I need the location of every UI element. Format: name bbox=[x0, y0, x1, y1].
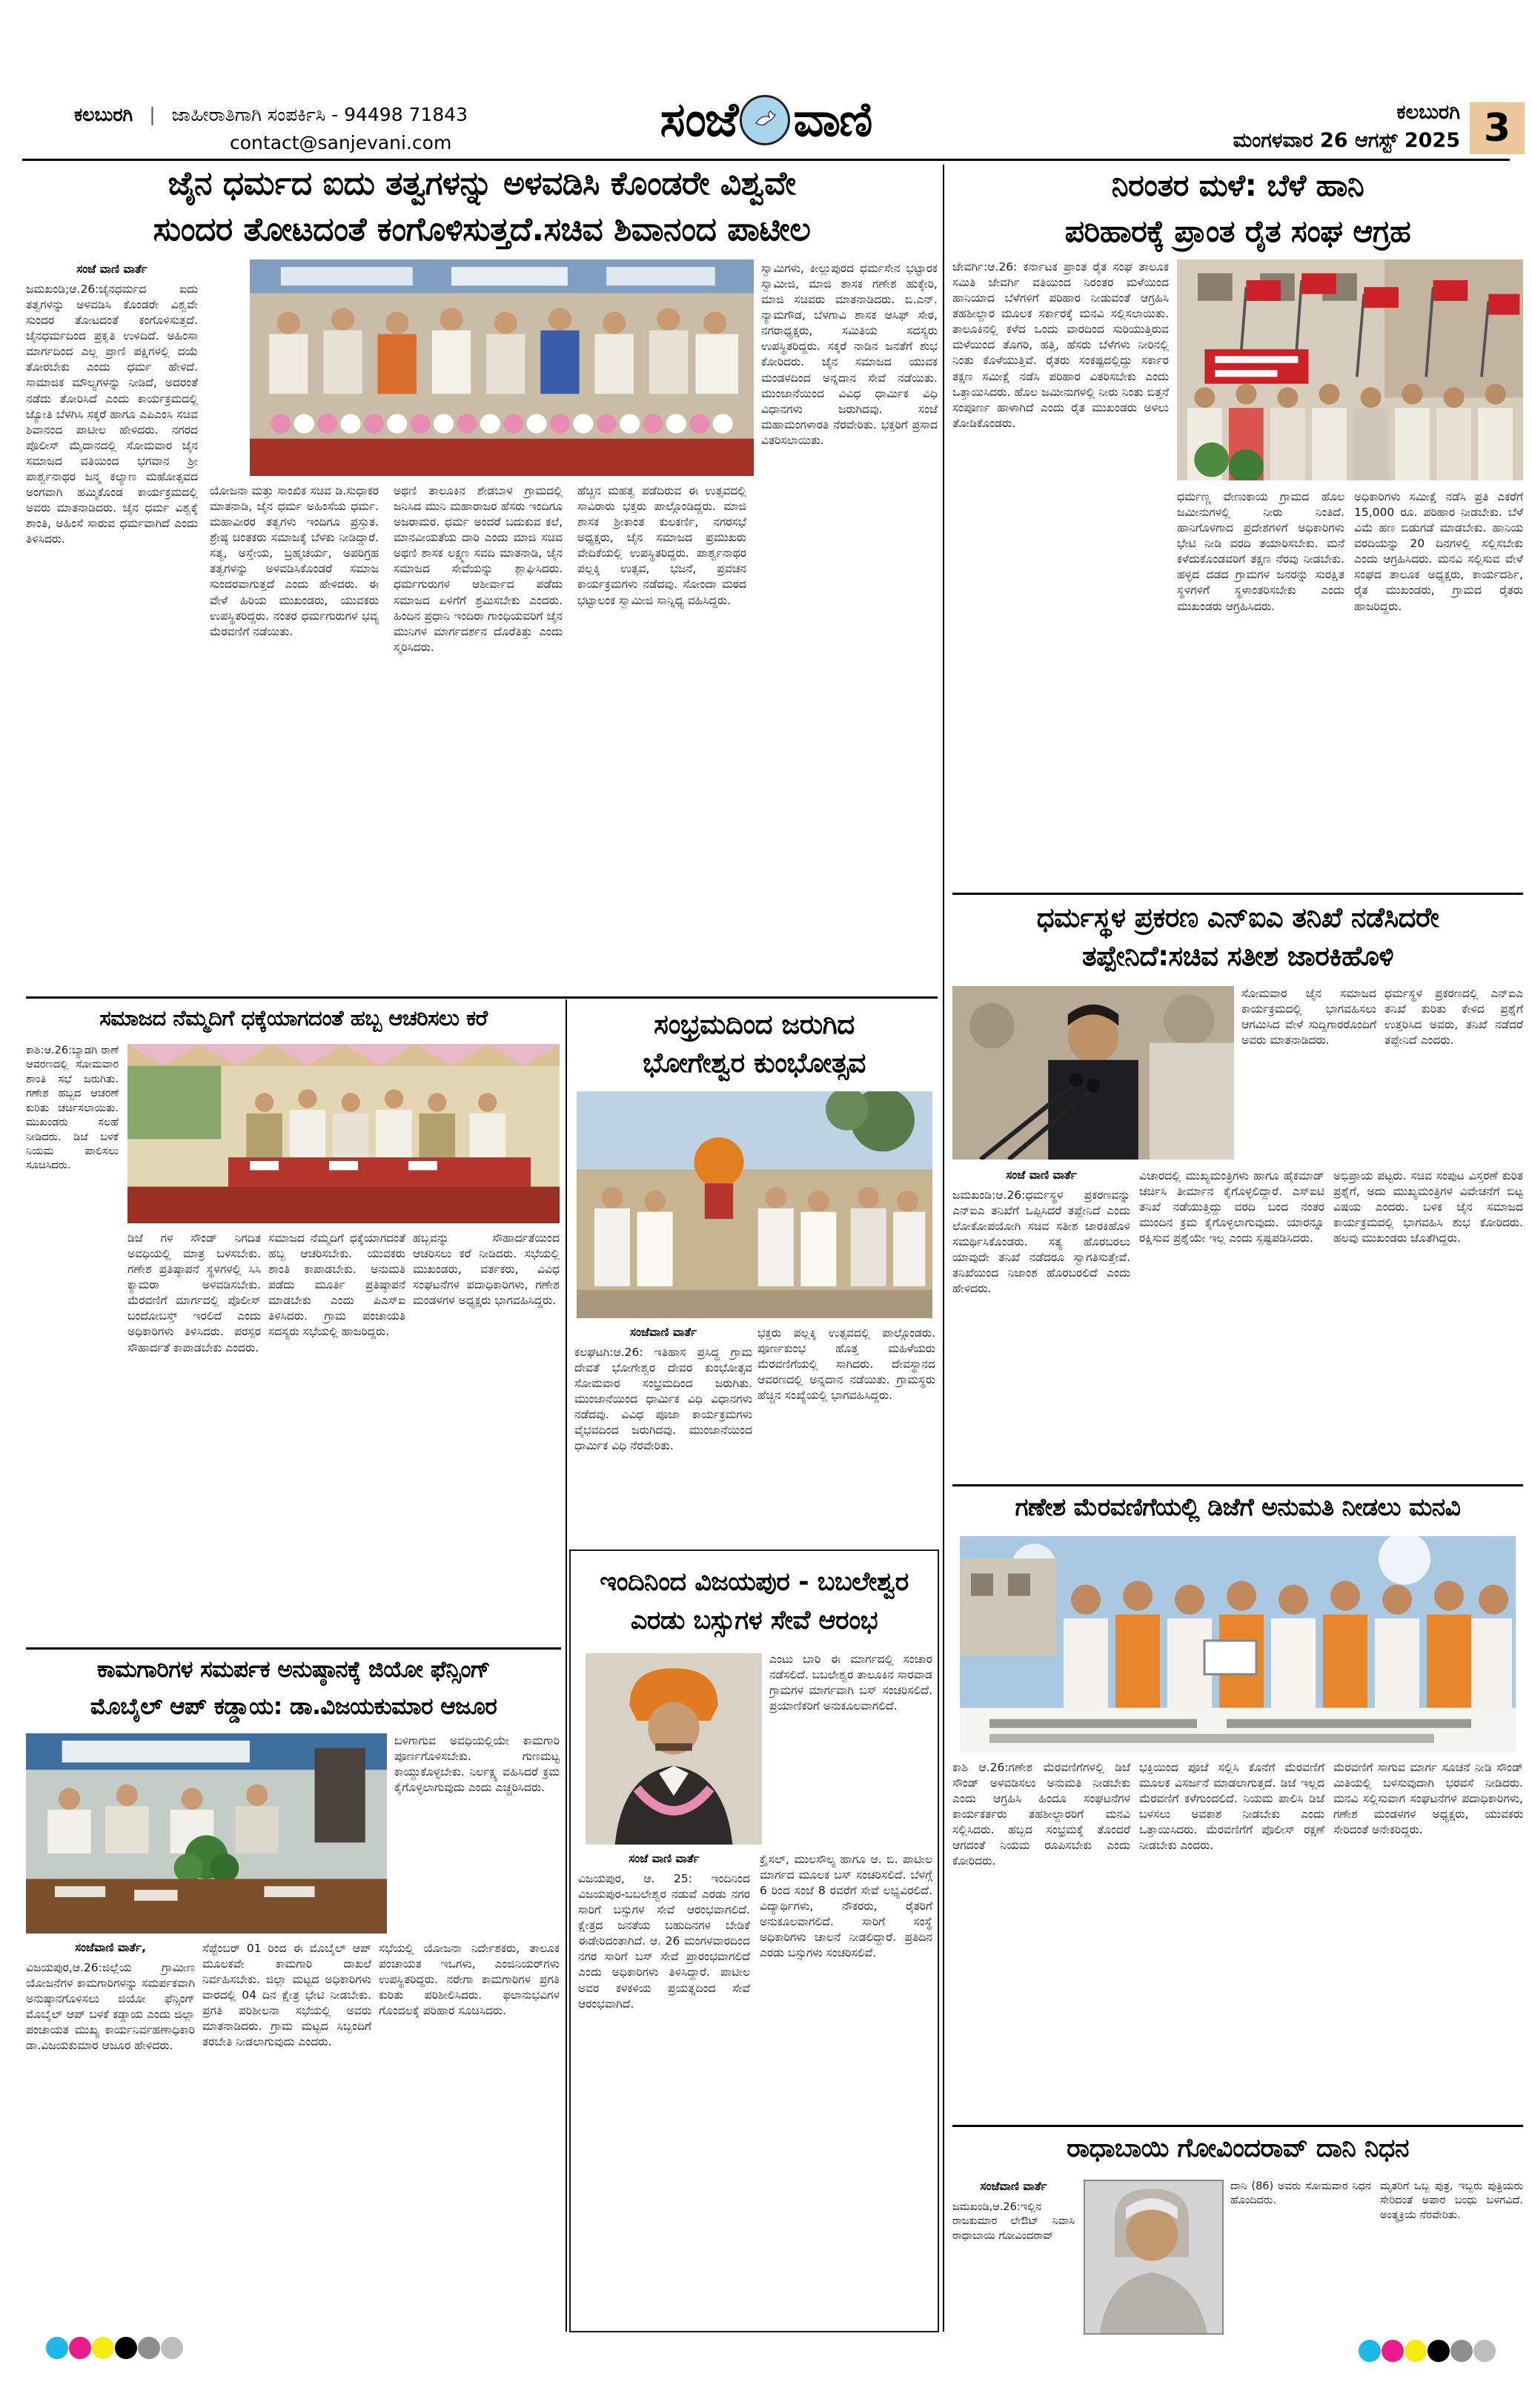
vijayapura-side-col: ಎಂಟು ಬಾರಿ ಈ ಮಾರ್ಗದಲ್ಲಿ ಸಂಚಾರ ನಡೆಸಲಿದೆ. ಬಬಲೇಶ್ವರ ತಾಲೂಕಿನ ಸಾರವಾಡ ಗ್ರಾಮಗಳ ಮಾರ್ಗವಾಗಿ ಬಸ್ ಸಂಚರಿಸಲಿದೆ. ಪ್ರಯಾಣಿಕರಿಗೆ ಅನುಕೂಲವಾಗಲಿದೆ. bbox=[769, 1653, 932, 1713]
kamagari-col2: ಸೆಪ್ಟೆಂಬರ್ 01 ರಿಂದ ಈ ಮೊಬೈಲ್ ಆಪ್ ಮೂಲಕವೇ ಕಾಮಗಾರಿ ದಾಖಲೆ ನಿರ್ವಹಿಸಬೇಕು. ಜಿಲ್ಲಾ ಮಟ್ಟದ ಅಧಿಕಾರಿಗಳು ವಾರದಲ್ಲಿ 04 ದಿನ ಕ್ಷೇತ್ರ ಭೇಟಿ ನೀಡಬೇಕು. ಪ್ರಗತಿ ಪರಿಶೀಲನಾ ಸಭೆಯಲ್ಲಿ ಅವರು ಮಾತನಾಡಿದರು. ಗ್ರಾಮ ಮಟ್ಟದ ಸಿಬ್ಬಂದಿಗೆ ತರಬೇತಿ ನೀಡಲಾಗುವುದು ಎಂದರು. bbox=[202, 1942, 371, 2049]
bhogeshwara-col1: ಕಲಘಟಗಿ:ಆ.26: ಇತಿಹಾಸ ಪ್ರಸಿದ್ಧ ಗ್ರಾಮ ದೇವತೆ ಭೋಗೇಶ್ವರ ದೇವರ ಕುಂಭೋತ್ಸವ ಸೋಮವಾರ ಸಂಭ್ರಮದಿಂದ ಜರುಗಿತು. ಮುಂಜಾನೆಯಿಂದ ಧಾರ್ಮಿಕ ವಿಧಿ ವಿಧಾನಗಳು ನಡೆದವು. ವಿವಿಧ ಪೂಜಾ ಕಾರ್ಯಕ್ರಮಗಳು ವೈಭವದಿಂದ ಜರುಗಿದವು. ಮುಂಜಾನೆಯಿಂದ ಧಾರ್ಮಿಕ ವಿಧಿ ನೆರವೇರಿತು. bbox=[574, 1346, 752, 1453]
date-line: ಮಂಗಳವಾರ 26 ಆಗಸ್ಟ್ 2025 bbox=[1233, 129, 1460, 152]
samaja-col0: ಕಾಶಿ:ಆ.26:ಬ್ಯಾಡಗಿ ಠಾಣೆ ಆವರಣದಲ್ಲಿ ಸೋಮವಾರ ಶಾಂತಿ ಸಭೆ ಜರುಗಿತು. ಗಣೇಶ ಹಬ್ಬದ ಆಚರಣೆ ಕುರಿತು ಚರ್ಚಿಸಲಾಯಿತು. ಮುಖಂಡರು ಸಲಹೆ ನೀಡಿದರು. ಡಿಜೆ ಬಳಕೆ ನಿಯಮ ಪಾಲಿಸಲು ಸೂಚಿಸಿದರು. bbox=[26, 1045, 119, 1172]
samaja-meeting-photo bbox=[127, 1044, 560, 1223]
header-email: contact@sanjevani.com bbox=[230, 132, 452, 153]
bhogeshwara-headline-line1: ಸಂಭ್ರಮದಿಂದ ಜರುಗಿದ bbox=[654, 1008, 855, 1040]
kamagari-meeting-photo bbox=[26, 1733, 387, 1934]
kamagari-col1: ವಿಜಯಪುರ,ಆ.26:ಜಿಲ್ಲೆಯ ಗ್ರಾಮೀಣ ಯೋಜನೆಗಳ ಕಾಮಗಾರಿಗಳನ್ನು ಸಮರ್ಪಕವಾಗಿ ಅನುಷ್ಠಾನಗೊಳಿಸಲು ಜಿಯೋ ಫೆನ್ಸಿಂಗ್ ಮೊಬೈಲ್ ಆಪ್ ಬಳಕೆ ಕಡ್ಡಾಯ ಎಂದು ಜಿಲ್ಲಾ ಪಂಚಾಯತ ಮುಖ್ಯ ಕಾರ್ಯನಿರ್ವಹಣಾಧಿಕಾರಿ ಡಾ.ವಿಜಯಕುಮಾರ ಆಜೂರ ಹೇಳಿದರು. bbox=[26, 1961, 195, 2053]
registration-dot bbox=[69, 2337, 91, 2359]
registration-dot bbox=[138, 2337, 160, 2359]
page-number-box bbox=[1470, 102, 1525, 154]
registration-dots-left bbox=[46, 2337, 184, 2359]
section-divider bbox=[952, 2125, 1523, 2127]
dharmasthala-lede: ಸಂಜೆ ವಾಣಿ ವಾರ್ತೆ bbox=[1006, 1168, 1077, 1182]
registration-dot bbox=[1359, 2340, 1381, 2362]
registration-dot bbox=[1382, 2340, 1404, 2362]
radhabai-headline: ರಾಧಾಬಾಯಿ ಗೋವಿಂದರಾವ್ ದಾನಿ ನಿಧನ bbox=[1067, 2134, 1409, 2163]
registration-dot bbox=[115, 2337, 137, 2359]
logo-text-second: ವಾಣಿ bbox=[793, 93, 872, 148]
vijayapura-col1: ವಿಜಯಪುರ, ಆ. 25: ಇಂದಿನಿಂದ ವಿಜಯಪುರ-ಬಬಲೇಶ್ವರ ನಡುವೆ ಎರಡು ನಗರ ಸಾರಿಗೆ ಬಸ್ಸುಗಳ ಸೇವೆ ಆರಂಭವಾಗಲಿದೆ. ಕ್ಷೇತ್ರದ ಜನತೆಯ ಬಹುದಿನಗಳ ಬೇಡಿಕೆ ಈಡೇರಿದಂತಾಗಿದೆ. ಆ. 26 ಮಂಗಳವಾರದಿಂದ ನಗರ ಸಾರಿಗೆ ಬಸ್ ಸೇವೆ ಪ್ರಾರಂಭವಾಗಲಿದೆ ಎಂದು ಅಧಿಕಾರಿಗಳು ತಿಳಿಸಿದ್ದಾರೆ. ಪಾಟೀಲ ಅವರ ಕಳಕಳಿಯ ಪ್ರಯತ್ನದಿಂದ ಸೇವೆ ಆರಂಭವಾಗಿದೆ. bbox=[578, 1872, 750, 2011]
kamagari-headline-line1: ಕಾಮಗಾರಿಗಳ ಸಮರ್ಪಕ ಅನುಷ್ಠಾನಕ್ಕೆ ಜಿಯೋ ಫೆನ್ಸಿಂಗ್ bbox=[96, 1656, 491, 1683]
rain-headline-line2: ಪರಿಹಾರಕ್ಕೆ ಪ್ರಾಂತ ರೈತ ಸಂಘ ಆಗ್ರಹ bbox=[1064, 214, 1411, 249]
edition-city: ಕಲಬುರಗಿ bbox=[1396, 101, 1460, 124]
jain-col3: ಅಥಣಿ ತಾಲೂಕಿನ ಶೇಡಬಾಳ ಗ್ರಾಮದಲ್ಲಿ ಜನಿಸಿದ ಮುನಿ ಮಹಾರಾಜರ ಹೆಸರು ಇಂದಿಗೂ ಅಜರಾಮರ. ಧರ್ಮ ಅಂದರೆ ಬದುಕುವ ಕಲೆ, ಮಾನವೀಯತೆಯ ದಾರಿ ಎಂದು ಮಾಜಿ ಸಚಿವ ಅಥಣಿ ಶಾಸಕ ಲಕ್ಷ್ಮಣ ಸವದಿ ಮಾತನಾಡಿ, ಜೈನ ಸಮಾಜದ ಸೇವೆಯನ್ನು ಶ್ಲಾಘಿಸಿದರು. ಧರ್ಮಗುರುಗಳ ಆಶೀರ್ವಾದ ಪಡೆದು ಸಮಾಜದ ಏಳಿಗೆಗೆ ಶ್ರಮಿಸಬೇಕು ಎಂದರು. ಹಿಂದಿನ ಪ್ರಧಾನಿ ಇಂದಿರಾ ಗಾಂಧಿಯವರಿಗೆ ಜೈನ ಮುನಿಗಳ ಮಾರ್ಗದರ್ಶನ ದೊರೆತಿತ್ತು ಎಂದು ಸ್ಮರಿಸಿದರು. bbox=[394, 484, 563, 654]
dharmasthala-col3: ಅಭಿಪ್ರಾಯ ಪಟ್ಟರು. ಸಚಿವ ಸಂಪುಟ ವಿಸ್ತರಣೆ ಕುರಿತ ಪ್ರಶ್ನೆಗೆ, ಅದು ಮುಖ್ಯಮಂತ್ರಿಗಳ ವಿವೇಚನೆಗೆ ಬಿಟ್ಟ ವಿಷಯ ಎಂದರು. ಬಳಿಕ ಜೈನ ಸಮಾಜದ ಕಾರ್ಯಕ್ರಮದಲ್ಲಿ ಭಾಗವಹಿಸಿ ಶುಭ ಕೋರಿದರು. ಹಲವು ಮುಖಂಡರು ಜೊತೆಗಿದ್ದರು. bbox=[1333, 1169, 1523, 1246]
rain-protest-photo bbox=[1177, 259, 1523, 480]
radhabai-portrait-photo bbox=[1084, 2180, 1224, 2335]
ganesh-col1: ಕಾಶಿ ಆ.26:ಗಣೇಶ ಮೆರವಣಿಗೆಗಳಲ್ಲಿ ಡಿಜೆ ಸೌಂಡ್ ಅಳವಡಿಸಲು ಅನುಮತಿ ನೀಡಬೇಕು ಎಂದು ಆಗ್ರಹಿಸಿ ಹಿಂದೂ ಸಂಘಟನೆಗಳ ಕಾರ್ಯಕರ್ತರು ತಹಶೀಲ್ದಾರರಿಗೆ ಮನವಿ ಸಲ್ಲಿಸಿದರು. ಹಬ್ಬದ ಸಂಭ್ರಮಕ್ಕೆ ತೊಂದರೆ ಆಗದಂತೆ ನಿಯಮ ರೂಪಿಸಬೇಕು ಎಂದು ಕೋರಿದರು. bbox=[952, 1761, 1130, 1868]
jain-col4: ಹೆಚ್ಚಿನ ಮಹತ್ವ ಪಡೆದಿರುವ ಈ ಉತ್ಸವದಲ್ಲಿ ಸಾವಿರಾರು ಭಕ್ತರು ಪಾಲ್ಗೊಂಡಿದ್ದರು. ಮಾಜಿ ಶಾಸಕ ಶ್ರೀಕಾಂತ ಕುಲಕರ್ಣಿ, ನಗರಸಭೆ ಅಧ್ಯಕ್ಷರು, ಜೈನ ಸಮಾಜದ ಪ್ರಮುಖರು ವೇದಿಕೆಯಲ್ಲಿ ಉಪಸ್ಥಿತರಿದ್ದರು. ಪಾರ್ಶ್ವನಾಥರ ಪಲ್ಲಕ್ಕಿ ಉತ್ಸವ, ಭಜನೆ, ಪ್ರವಚನ ಕಾರ್ಯಕ್ರಮಗಳು ನಡೆದವು. ಸೋಂದಾ ಮಠದ ಭಟ್ಟಾಲಂಕ ಸ್ವಾಮೀಜಿ ಸಾನ್ನಿಧ್ಯ ವಹಿಸಿದ್ದರು. bbox=[577, 484, 746, 607]
dharmasthala-side1: ಸೋಮವಾರ ಜೈನ ಸಮಾಜದ ಕಾರ್ಯಕ್ರಮದಲ್ಲಿ ಭಾಗವಹಿಸಲು ಆಗಮಿಸಿದ ವೇಳೆ ಸುದ್ದಿಗಾರರೊಂದಿಗೆ ಅವರು ಮಾತನಾಡಿದರು. bbox=[1241, 987, 1376, 1048]
header-separator: | bbox=[149, 104, 156, 125]
jain-lede: ಸಂಜೆ ವಾಣಿ ವಾರ್ತೆ bbox=[76, 262, 147, 276]
registration-dot bbox=[161, 2337, 183, 2359]
kamagari-lede: ಸಂಜೆವಾಣಿ ವಾರ್ತೆ, bbox=[74, 1941, 147, 1954]
registration-dots-right bbox=[1359, 2340, 1496, 2362]
dharmasthala-headline-line2: ತಪ್ಪೇನಿದೆ:ಸಚಿವ ಸತೀಶ ಜಾರಕಿಹೊಳಿ bbox=[1082, 940, 1393, 972]
ganesh-headline: ಗಣೇಶ ಮೆರವಣಿಗೆಯಲ್ಲಿ ಡಿಜೆಗೆ ಅನುಮತಿ ನೀಡಲು ಮನವಿ bbox=[1015, 1493, 1461, 1521]
ganesh-col2: ಭಕ್ತಿಯಿಂದ ಪೂಜೆ ಸಲ್ಲಿಸಿ ಕೊನೆಗೆ ಮೆರವಣಿಗೆ ಮೂಲಕ ವಿಸರ್ಜನೆ ಮಾಡಲಾಗುತ್ತದೆ. ಡಿಜೆ ಇಲ್ಲದ ಮೆರವಣಿಗೆ ಕಳೆಗುಂದಲಿದೆ. ನಿಯಮ ಪಾಲಿಸಿ ಡಿಜೆ ಬಳಸಲು ಅವಕಾಶ ನೀಡಬೇಕು ಎಂದು ಒತ್ತಾಯಿಸಿದರು. ಮೆರವಣಿಗೆಗೆ ಪೊಲೀಸ್ ರಕ್ಷಣೆ ನೀಡಬೇಕು ಎಂದರು. bbox=[1139, 1761, 1324, 1853]
rain-colB: ಧರ್ಮಣ್ಣ ವೇಣುಕಾಯ ಗ್ರಾಮದ ಹೊಲ ಜಮೀನುಗಳಲ್ಲಿ ನೀರು ನಿಂತಿದೆ. ಹಾನಿಗೊಳಗಾದ ಪ್ರದೇಶಗಳಿಗೆ ಅಧಿಕಾರಿಗಳು ಭೇಟಿ ನೀಡಿ ವರದಿ ತಯಾರಿಸಬೇಕು. ಮನೆ ಕಳೆದುಕೊಂಡವರಿಗೆ ತಕ್ಷಣ ನೆರವು ನೀಡಬೇಕು. ಹಳ್ಳದ ದಡದ ಗ್ರಾಮಗಳ ಜನರನ್ನು ಸುರಕ್ಷಿತ ಸ್ಥಳಗಳಿಗೆ ಸ್ಥಳಾಂತರಿಸಬೇಕು ಎಂದು ಮುಖಂಡರು ಆಗ್ರಹಿಸಿದರು. bbox=[1177, 490, 1344, 613]
ganesh-col3: ಮೆರವಣಿಗೆ ಸಾಗುವ ಮಾರ್ಗ ಸೂಚನೆ ನೀಡಿ ಸೌಂಡ್ ಮಿತಿಯಲ್ಲಿ ಬಳಸುವುದಾಗಿ ಭರವಸೆ ನೀಡಿದರು. ಮನವಿ ಸಲ್ಲಿಸುವಾಗ ಸಂಘಟನೆಗಳ ಪದಾಧಿಕಾರಿಗಳು, ಗಣೇಶ ಮಂಡಳಗಳ ಅಧ್ಯಕ್ಷರು, ಯುವಕರು ಸೇರಿದಂತೆ ಅನೇಕರಿದ್ದರು. bbox=[1333, 1761, 1523, 1837]
header-left bbox=[74, 104, 608, 153]
dove-icon bbox=[740, 95, 790, 145]
bhogeshwara-procession-photo bbox=[577, 1091, 932, 1318]
bhogeshwara-headline-line2: ಭೋಗೇಶ್ವರ ಕುಂಭೋತ್ಸವ bbox=[643, 1047, 866, 1079]
samaja-headline: ಸಮಾಜದ ನೆಮ್ಮದಿಗೆ ಧಕ್ಕೆಯಾಗದಂತೆ ಹಬ್ಬ ಆಚರಿಸಲು ಕರೆ bbox=[99, 1005, 488, 1031]
header-city: ಕಲಬುರಗಿ bbox=[74, 104, 133, 125]
rain-headline-line1: ನಿರಂತರ ಮಳೆ: ಬೆಳೆ ಹಾನಿ bbox=[1111, 168, 1364, 203]
samaja-col3: ಹಬ್ಬವನ್ನು ಸೌಹಾರ್ದತೆಯಿಂದ ಆಚರಿಸಲು ಕರೆ ನೀಡಿದರು. ಸಭೆಯಲ್ಲಿ ಮುಖಂಡರು, ವರ್ತಕರು, ವಿವಿಧ ಸಂಘಟನೆಗಳ ಪದಾಧಿಕಾರಿಗಳು, ಗಣೇಶ ಮಂಡಳಗಳ ಅಧ್ಯಕ್ಷರು ಭಾಗವಹಿಸಿದ್ದರು. bbox=[413, 1231, 560, 1308]
radhabai-col3: ಮೃತರಿಗೆ ಒಬ್ಬ ಪುತ್ರ, ಇಬ್ಬರು ಪುತ್ರಿಯರು ಸೇರಿದಂತೆ ಅಪಾರ ಬಂಧು ಬಳಗವಿದೆ. ಅಂತ್ಯಕ್ರಿಯೆ ನೆರವೇರಿತು. bbox=[1380, 2180, 1523, 2221]
bhogeshwara-col2: ಭಕ್ತರು ಪಲ್ಲಕ್ಕಿ ಉತ್ಸವದಲ್ಲಿ ಪಾಲ್ಗೊಂಡರು. ಪೂರ್ಣಕುಂಭ ಹೊತ್ತ ಮಹಿಳೆಯರು ಮೆರವಣಿಗೆಯಲ್ಲಿ ಸಾಗಿದರು. ದೇವಸ್ಥಾನದ ಆವರಣದಲ್ಲಿ ಅನ್ನದಾನ ನಡೆಯಿತು. ಗ್ರಾಮಸ್ಥರು ಹೆಚ್ಚಿನ ಸಂಖ್ಯೆಯಲ್ಲಿ ಭಾಗವಹಿಸಿದ್ದರು. bbox=[757, 1326, 935, 1403]
radhabai-lede: ಸಂಜೆವಾಣಿ ವಾರ್ತೆ bbox=[980, 2180, 1047, 2193]
dharmasthala-minister-photo bbox=[952, 986, 1234, 1160]
section-divider bbox=[26, 996, 938, 999]
dharmasthala-side2: ಧರ್ಮಸ್ಥಳ ಪ್ರಕರಣದಲ್ಲಿ ಎನ್‌ಐಎ ತನಿಖೆ ಕುರಿತು ಕೇಳಿದ ಪ್ರಶ್ನೆಗೆ ಉತ್ತರಿಸಿದ ಅವರು, ತನಿಖೆ ನಡೆದರೆ ತಪ್ಪೇನಿದೆ ಎಂದರು. bbox=[1385, 987, 1523, 1048]
samaja-col2: ಸಮಾಜದ ನೆಮ್ಮದಿಗೆ ಧಕ್ಕೆಯಾಗದಂತೆ ಹಬ್ಬ ಆಚರಿಸಬೇಕು. ಯುವಕರು ಶಾಂತಿ ಕಾಪಾಡಬೇಕು. ಅನುಮತಿ ಪಡೆದು ಮೂರ್ತಿ ಪ್ರತಿಷ್ಠಾಪನೆ ಮಾಡಬೇಕು ಎಂದು ಪಿಎಸ್ಐ ತಿಳಿಸಿದರು. ಗ್ರಾಮ ಪಂಚಾಯತಿ ಸದಸ್ಯರು ಸಭೆಯಲ್ಲಿ ಹಾಜರಿದ್ದರು. bbox=[268, 1231, 405, 1339]
logo-text-first: ಸಂಜೆ bbox=[660, 93, 737, 148]
kamagari-side-col: ಬಳಿಗಾಗುವ ಅವಧಿಯಲ್ಲಿಯೇ ಕಾಮಗಾರಿ ಪೂರ್ಣಗೊಳಿಸಬೇಕು. ಗುಣಮಟ್ಟ ಕಾಯ್ದುಕೊಳ್ಳಬೇಕು. ನಿರ್ಲಕ್ಷ್ಯ ವಹಿಸಿದರೆ ಕ್ರಮ ಕೈಗೊಳ್ಳಲಾಗುವುದು ಎಂದು ಎಚ್ಚರಿಸಿದರು. bbox=[394, 1734, 560, 1795]
header-ad-contact: ಜಾಹೀರಾತಿಗಾಗಿ ಸಂಪರ್ಕಿಸಿ - 94498 71843 bbox=[171, 104, 468, 125]
main-column-divider bbox=[943, 165, 944, 2332]
jain-col1: ಜಮಖಂಡಿ;ಆ.26:ಜೈನಧರ್ಮದ ಐದು ತತ್ವಗಳನ್ನು ಅಳವಡಿಸಿ ಕೊಂಡರೇ ವಿಶ್ವವೇ ಸುಂದರ ತೋಟದಂತೆ ಕಂಗೊಳಿಸುತ್ತದೆ. ಜೈನಧರ್ಮದಿಂದ ಪ್ರಕೃತಿ ಉಳಿದಿದೆ. ಅಹಿಂಸಾ ಮಾರ್ಗದಿಂದ ಎಲ್ಲ ಪ್ರಾಣಿ ಪಕ್ಷಿಗಳಲ್ಲಿ ದಯೆ ತೋರಬೇಕು ಎಂದು ಧರ್ಮ ಹೇಳಿದೆ. ಸಾಮಾಜಿಕ ಮೌಲ್ಯಗಳನ್ನು ನೀಡಿದೆ, ಅದರಂತೆ ನಡೆದು ತೋರಿಸಿದೆ ಎಂದು ಕಾರ್ಯಕ್ರಮದಲ್ಲಿ ಜ್ಯೋತಿ ಬೆಳಗಿಸಿ ಸಕ್ಕರೆ ಹಾಗೂ ಎಪಿಎಂಸಿ ಸಚಿವ ಶಿವಾನಂದ ಪಾಟೀಲ ಹೇಳಿದರು. ನಗರದ ಪೊಲೀಸ್ ಮೈದಾನದಲ್ಲಿ ಸೋಮವಾರ ಜೈನ ಸಮಾಜದ ವತಿಯಿಂದ ಭಗವಾನ ಶ್ರೀ ಪಾರ್ಶ್ವನಾಥರ ಜನ್ಮ ಕಲ್ಯಾಣ ಮಹೋತ್ಸವದ ಅಂಗವಾಗಿ ಹಮ್ಮಿಕೊಂಡ ಕಾರ್ಯಕ್ರಮದಲ್ಲಿ ಅವರು ಮಾತನಾಡಿದರು. ಜೈನ ಧರ್ಮ ವಿಶ್ವಕ್ಕೆ ಶಾಂತಿ, ಅಹಿಂಸೆ ಸಾರುವ ಧರ್ಮವಾಗಿದೆ ಎಂದು ತಿಳಿಸಿದರು. bbox=[26, 282, 198, 546]
vijayapura-headline-line1: ಇಂದಿನಿಂದ ವಿಜಯಪುರ - ಬಬಲೇಶ್ವರ bbox=[600, 1567, 909, 1597]
dharmasthala-col1: ಜಮಖಂಡಿ:ಆ.26:ಧರ್ಮಸ್ಥಳ ಪ್ರಕರಣವನ್ನು ಎನ್‌ಐಎ ತನಿಖೆಗೆ ಒಪ್ಪಿಸಿದರೆ ತಪ್ಪೇನಿದೆ ಎಂದು ಲೋಕೋಪಯೋಗಿ ಸಚಿವ ಸತೀಶ ಜಾರಕಿಹೊಳಿ ಸಮರ್ಥಿಸಿಕೊಂಡರು. ಸತ್ಯ ಹೊರಬರಲು ಯಾವುದೇ ತನಿಖೆ ನಡೆದರೂ ಸ್ವಾಗತಿಸುತ್ತೇವೆ. ತನಿಖೆಯಿಂದ ನಿಜಾಂಶ ಹೊರಬರಲಿದೆ ಎಂದು ಹೇಳಿದರು. bbox=[952, 1188, 1130, 1296]
samaja-col1: ಡಿಜೆ ಗಳ ಸೌಂಡ್ ನಿಗದಿತ ಅವಧಿಯಲ್ಲಿ ಮಾತ್ರ ಬಳಸಬೇಕು. ಗಣೇಶ ಪ್ರತಿಷ್ಠಾಪನೆ ಸ್ಥಳಗಳಲ್ಲಿ ಸಿಸಿ ಕ್ಯಾಮರಾ ಅಳವಡಿಸಬೇಕು. ಮೆರವಣಿಗೆ ಮಾರ್ಗದಲ್ಲಿ ಪೊಲೀಸ್ ಬಂದೋಬಸ್ತ್ ಇರಲಿದೆ ಎಂದು ಅಧಿಕಾರಿಗಳು ತಿಳಿಸಿದರು. ಪರಸ್ಪರ ಸೌಹಾರ್ದತೆ ಕಾಪಾಡಬೇಕು ಎಂದರು. bbox=[127, 1231, 261, 1354]
newspaper-logo bbox=[588, 93, 944, 148]
section-divider bbox=[26, 1647, 561, 1650]
dharmasthala-headline-line1: ಧರ್ಮಸ್ಥಳ ಪ್ರಕರಣ ಎನ್‌ಐಎ ತನಿಖೆ ನಡೆಸಿದರೇ bbox=[1036, 902, 1439, 933]
jain-col2: ಯೋಜನಾ ಮತ್ತು ಸಾಂಖಿಕ ಸಚಿವ ಡಿ.ಸುಧಾಕರ ಮಾತನಾಡಿ, ಜೈನ ಧರ್ಮ ಅಹಿಂಸೆಯ ಧರ್ಮ. ಮಹಾವೀರರ ತತ್ವಗಳು ಇಂದಿಗೂ ಪ್ರಸ್ತುತ. ಶ್ರೇಷ್ಠ ಚಿಂತಕರು ಸಮಾಜಕ್ಕೆ ಬೆಳಕು ನೀಡಿದ್ದಾರೆ. ಸತ್ಯ, ಅಸ್ತೇಯ, ಬ್ರಹ್ಮಚರ್ಯ, ಅಪರಿಗ್ರಹ ತತ್ವಗಳನ್ನು ಅಳವಡಿಸಿಕೊಂಡರೆ ಸಮಾಜ ಸುಂದರವಾಗುತ್ತದೆ ಎಂದು ಹೇಳಿದರು. ಈ ವೇಳೆ ಹಿರಿಯ ಮುಖಂಡರು, ಯುವಕರು ಉಪಸ್ಥಿತರಿದ್ದರು. ನಂತರ ಧರ್ಮಗುರುಗಳ ಭವ್ಯ ಮೆರವಣಿಗೆ ನಡೆಯಿತು. bbox=[210, 484, 379, 638]
radhabai-col1: ಜಮಖಂಡಿ,ಆ.26:ಇಲ್ಲಿನ ರಾಜಕುಮಾರ ಲೇಔಟ್ ನಿವಾಸಿ ರಾಧಾಬಾಯಿ ಗೋವಿಂದರಾವ್ bbox=[952, 2201, 1075, 2242]
ganesh-memorandum-photo bbox=[960, 1536, 1516, 1753]
jain-headline-line1: ಜೈನ ಧರ್ಮದ ಐದು ತತ್ವಗಳನ್ನು ಅಳವಡಿಸಿ ಕೊಂಡರೇ ವಿಶ್ವವೇ bbox=[168, 165, 796, 202]
registration-dot bbox=[1427, 2340, 1450, 2362]
rain-colA: ಜೇವರ್ಗಿ:ಆ.26: ಕರ್ನಾಟಕ ಪ್ರಾಂತ ರೈತ ಸಂಘ ತಾಲೂಕ ಸಮಿತಿ ಜೇವರ್ಗಿ ವತಿಯಿಂದ ನಿರಂತರ ಮಳೆಯಿಂದ ಹಾನಿಯಾದ ಬೆಳೆಗಳಿಗೆ ಪರಿಹಾರ ನೀಡುವಂತೆ ಆಗ್ರಹಿಸಿ ತಹಶೀಲ್ದಾರ ಮೂಲಕ ಸರ್ಕಾರಕ್ಕೆ ಮನವಿ ಸಲ್ಲಿಸಲಾಯಿತು. ತಾಲೂಕಿನಲ್ಲಿ ಕಳೆದ ಒಂದು ವಾರದಿಂದ ಸುರಿಯುತ್ತಿರುವ ಮಳೆಯಿಂದ ತೊಗರಿ, ಹತ್ತಿ, ಹೆಸರು ಬೆಳೆಗಳು ನೀರಿನಲ್ಲಿ ನಿಂತು ಕೊಳೆಯುತ್ತಿವೆ. ರೈತರು ಸಂಕಷ್ಟದಲ್ಲಿದ್ದು ಸರ್ಕಾರ ತಕ್ಷಣ ಸಮೀಕ್ಷೆ ನಡೆಸಿ ಪರಿಹಾರ ವಿತರಿಸಬೇಕು ಎಂದು ಒತ್ತಾಯಿಸಿದರು. ಹೊಲ ಜಮೀನುಗಳಲ್ಲಿ ನೀರು ನಿಂತು ಬಿತ್ತನೆ ಸಂಪೂರ್ಣ ಹಾಳಾಗಿದೆ ಎಂದು ರೈತ ಮುಖಂಡರು ಅಳಲು ತೋಡಿಕೊಂಡರು. bbox=[952, 260, 1169, 430]
kamagari-col3: ಸಭೆಯಲ್ಲಿ ಯೋಜನಾ ನಿರ್ದೇಶಕರು, ತಾಲೂಕ ಪಂಚಾಯತ ಇಒಗಳು, ಎಂಜಿನಿಯರ್‌ಗಳು ಉಪಸ್ಥಿತರಿದ್ದರು. ನರೇಗಾ ಕಾಮಗಾರಿಗಳ ಪ್ರಗತಿ ಕುರಿತು ಪರಿಶೀಲಿಸಿದರು. ಫಲಾನುಭವಿಗಳ ಗೊಂದಲಕ್ಕೆ ಪರಿಹಾರ ಸೂಚಿಸಿದರು. bbox=[379, 1942, 560, 2018]
section-divider bbox=[952, 893, 1523, 895]
rain-colC: ಅಧಿಕಾರಿಗಳು ಸಮೀಕ್ಷೆ ನಡೆಸಿ ಪ್ರತಿ ಎಕರೆಗೆ 15,000 ರೂ. ಪರಿಹಾರ ನೀಡಬೇಕು. ಬೆಳೆ ವಿಮೆ ಹಣ ಬಿಡುಗಡೆ ಮಾಡಬೇಕು. ಹಾನಿಯ ವರದಿಯನ್ನು 20 ದಿನಗಳಲ್ಲಿ ಸಲ್ಲಿಸಬೇಕು ಎಂದು ಆಗ್ರಹಿಸಿದರು. ಮನವಿ ಸಲ್ಲಿಸುವ ವೇಳೆ ಸಂಘದ ತಾಲೂಕ ಅಧ್ಯಕ್ಷರು, ಕಾರ್ಯದರ್ಶಿ, ರೈತ ಮುಖಂಡರು, ಗ್ರಾಮದ ರೈತರು ಹಾಜರಿದ್ದರು. bbox=[1354, 490, 1523, 613]
registration-dot bbox=[1473, 2340, 1496, 2362]
registration-dot bbox=[1450, 2340, 1473, 2362]
jain-event-photo bbox=[250, 259, 754, 476]
registration-dot bbox=[92, 2337, 114, 2359]
left-center-divider bbox=[566, 999, 567, 2332]
vijayapura-lede: ಸಂಜೆ ವಾಣಿ ವಾರ್ತೆ bbox=[629, 1852, 700, 1865]
registration-dot bbox=[1405, 2340, 1427, 2362]
kamagari-headline-line2: ಮೊಬೈಲ್ ಆಪ್ ಕಡ್ಡಾಯ: ಡಾ.ವಿಜಯಕುಮಾರ ಆಜೂರ bbox=[90, 1693, 497, 1720]
dharmasthala-col2: ವಿಚಾರದಲ್ಲಿ ಮುಖ್ಯಮಂತ್ರಿಗಳು ಹಾಗೂ ಹೈಕಮಾಡ್ ಚರ್ಚಿಸಿ ತೀರ್ಮಾನ ಕೈಗೊಳ್ಳಲಿದ್ದಾರೆ. ಎಸ್‌ಐಟಿ ತನಿಖೆ ನಡೆಯುತ್ತಿದ್ದು ವರದಿ ಬಂದ ನಂತರ ಮುಂದಿನ ಕ್ರಮ ಕೈಗೊಳ್ಳಲಾಗುವುದು. ಯಾರನ್ನೂ ರಕ್ಷಿಸುವ ಪ್ರಶ್ನೆಯೇ ಇಲ್ಲ ಎಂದು ಸ್ಪಷ್ಟಪಡಿಸಿದರು. bbox=[1139, 1169, 1324, 1246]
vijayapura-col2: ಕ್ರೈಸಲ್, ಮುಲಸೌಲ್ಯ ಹಾಗೂ ಆ. ಬಿ. ಪಾಟೀಲ ಮಾರ್ಗದ ಮೂಲಕ ಬಸ್ ಸಂಚರಿಸಲಿದೆ. ಬೆಳಗ್ಗೆ 6 ರಿಂದ ಸಂಜೆ 8 ರವರೆಗೆ ಸೇವೆ ಲಭ್ಯವಿರಲಿದೆ. ವಿದ್ಯಾರ್ಥಿಗಳು, ನೌಕರರು, ರೈತರಿಗೆ ಅನುಕೂಲವಾಗಲಿದೆ. ಸಾರಿಗೆ ಸಂಸ್ಥೆ ಅಧಿಕಾರಿಗಳು ಚಾಲನೆ ನೀಡಲಿದ್ದಾರೆ. ಪ್ರತಿದಿನ ಎರಡು ಬಸ್ಸುಗಳು ಸಂಚರಿಸಲಿವೆ. bbox=[760, 1853, 932, 1960]
vijayapura-portrait-photo bbox=[586, 1653, 762, 1845]
header-right bbox=[1141, 101, 1460, 153]
jain-headline-line2: ಸುಂದರ ತೋಟದಂತೆ ಕಂಗೊಳಿಸುತ್ತದೆ.ಸಚಿವ ಶಿವಾನಂದ ಪಾಟೀಲ bbox=[153, 211, 811, 248]
jain-col5: ಸ್ವಾಮಿಗಳು, ಕೀಲ್ಲುಪುರದ ಧರ್ಮಸೇನ ಭಟ್ಟಾರಕ ಸ್ವಾಮೀಜಿ, ಮಾಜಿ ಶಾಸಕ ಗಣೇಶ ಹುಕ್ಕೇರಿ, ಮಾಜಿ ಸಚಿವರು ಮಾತನಾಡಿದರು. ಬಿ.ಎನ್. ನ್ಯಾಮಗೌಡ, ಬೆಳಗಾವಿ ಶಾಸಕ ಆಸಿಫ್ ಸೇಠ, ನಗರಾಧ್ಯಕ್ಷರು, ಸಮಿತಿಯ ಸದಸ್ಯರು ಉಪಸ್ಥಿತರಿದ್ದರು. ಸಕ್ಕರೆ ನಾಡಿನ ಜನತೆಗೆ ಶುಭ ಕೋರಿದರು. ಜೈನ ಸಮಾಜದ ಯುವಕ ಮಂಡಳದಿಂದ ಅನ್ನದಾನ ಸೇವೆ ನಡೆಯಿತು. ಮುಂಜಾನೆಯಿಂದ ವಿವಿಧ ಧಾರ್ಮಿಕ ವಿಧಿ ವಿಧಾನಗಳು ಜರುಗಿದವು. ಸಂಜೆ ಮಹಾಮಂಗಳಾರತಿ ನೆರವೇರಿತು. ಭಕ್ತರಿಗೆ ಪ್ರಸಾದ ವಿತರಿಸಲಾಯಿತು. bbox=[761, 262, 938, 447]
registration-dot bbox=[46, 2337, 68, 2359]
section-divider bbox=[952, 1484, 1523, 1486]
header-divider bbox=[22, 159, 1510, 161]
vijayapura-headline-line2: ಎರಡು ಬಸ್ಸುಗಳ ಸೇವೆ ಆರಂಭ bbox=[630, 1606, 878, 1635]
page-number: 3 bbox=[1483, 106, 1511, 150]
bhogeshwara-lede: ಸಂಜೆವಾಣಿ ವಾರ್ತೆ bbox=[629, 1326, 697, 1339]
radhabai-col2: ದಾನಿ (86) ಅವರು ಸೋಮವಾರ ನಿಧನ ಹೊಂದಿದರು. bbox=[1230, 2180, 1371, 2207]
